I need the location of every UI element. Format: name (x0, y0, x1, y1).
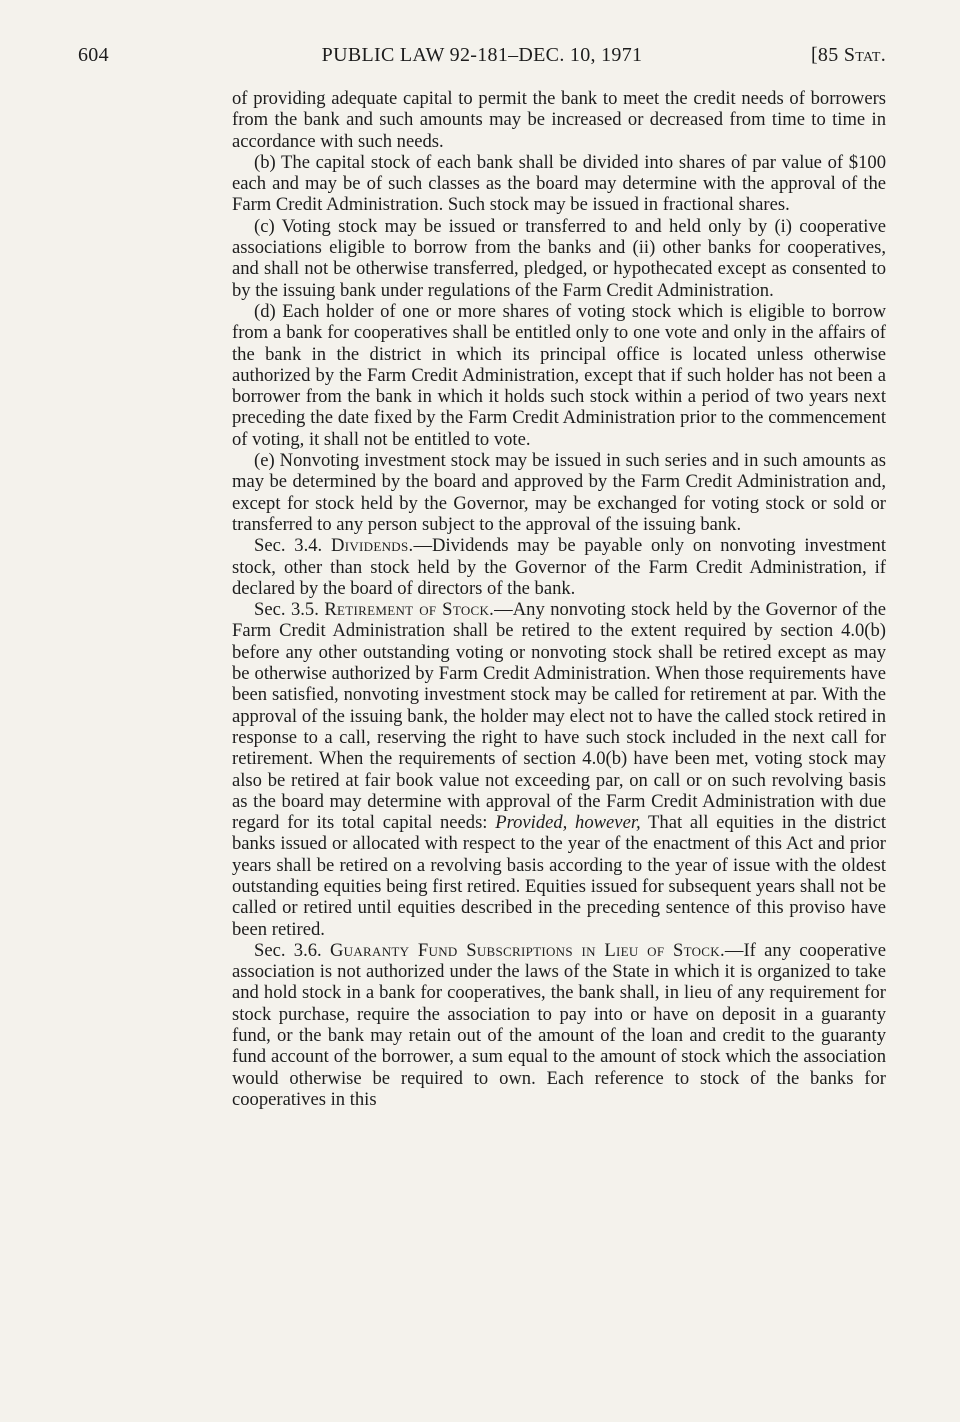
paragraph-b: (b) The capital stock of each bank shall be divided into shares of par value of $100 each and may be of such classes as the board may determine with the approval of the Farm Credit Administration. Such stock may be issued in fractional shares. (232, 151, 886, 216)
section-3-6 (232, 940, 886, 1110)
proviso-italic: Provided, however, (495, 812, 641, 834)
section-text: —Dividends may be payable only on nonvoting investment stock, other than stock held by the Governor of the Farm Credit Administration, if declared by the board of directors of the bank. (232, 535, 886, 599)
section-text-a: —Any nonvoting stock held by the Governor of the Farm Credit Administration shall be retired to the extent required by section 4.0(b) before any other outstanding voting or nonvoting stock shall be retired except as may be otherwise authorized by Farm Credit Administration. When those requirements have been satisfied, nonvoting investment stock may be called for retirement at par. With the approval of the issuing bank, the holder may elect not to have the called stock retired in response to a call, reserving the right to have such stock included in the next call for retirement. When the requirements of section 4.0(b) have been met, voting stock may also be retired at fair book value not exceeding par, on call or on such revolving basis as the board may determine with approval of the Farm Credit Administration with due regard for its total capital needs: (232, 599, 886, 834)
law-title: PUBLIC LAW 92-181–DEC. 10, 1971 (321, 44, 643, 66)
paragraph-c: (c) Voting stock may be issued or transferred to and held only by (i) cooperative associations eligible to borrow from the banks and (ii) other banks for cooperatives, and shall not be otherwise transferred, pledged, or hypothecated except as consented to by the issuing bank under regulations of the Farm Credit Administration. (232, 215, 886, 301)
section-number: Sec. 3.6. (254, 939, 322, 961)
stat-label: Stat. (843, 44, 886, 66)
running-header (78, 44, 886, 74)
paragraph-d: (d) Each holder of one or more shares of voting stock which is eligible to borrow from a bank for cooperatives shall be entitled only to one vote and only in the affairs of the bank in the district in which its principal office is located unless otherwise authorized by the Farm Credit Administration, except that if such holder has not been a borrower from the bank in which it holds such stock within a period of two years next preceding the date fixed by the Farm Credit Administration prior to the commencement of voting, it shall not be entitled to vote. (232, 300, 886, 450)
section-caption: Dividends. (330, 535, 414, 557)
page-number: 604 (78, 44, 109, 66)
statute-reference (811, 44, 886, 67)
stat-bracket: [85 (810, 44, 844, 66)
body-text (232, 88, 886, 1110)
paragraph-e: (e) Nonvoting investment stock may be issued in such series and in such amounts as may be determined by the board and approved by the Farm Credit Administration and, except for stock held by the Governor, may be exchanged for voting stock or sold or transferred to any person subject to the approval of the issuing bank. (232, 450, 886, 535)
section-3-5 (232, 599, 886, 940)
section-number: Sec. 3.5. (254, 599, 319, 621)
section-text-b: That all equities in the district banks issued or allocated with respect to the year of the enactment of this Act and prior years shall be retired on a revolving basis according to the year of issue with the oldest outstanding equities being first retired. Equities issued for subsequent years shall not be called or retired until equities described in the preceding sentence of this proviso have been retired. (232, 812, 886, 940)
section-number: Sec. 3.4. (254, 535, 323, 557)
section-caption: Guaranty Fund Subscriptions in Lieu of Stock. (329, 939, 725, 961)
section-caption: Retirement of Stock. (324, 599, 495, 621)
section-3-4 (232, 535, 886, 599)
paragraph-continuation: of providing adequate capital to permit the bank to meet the credit needs of borrowers from the bank and such amounts may be increased or decreased from time to time in accordance with such needs. (232, 88, 886, 152)
section-text: —If any cooperative association is not authorized under the laws of the State in which it is organized to take and hold stock in a bank for cooperatives, the bank shall, in lieu of any requirement for stock purchase, require the association to pay into or have on deposit in a guaranty fund, or the bank may retain out of the amount of the loan and credit to the guaranty fund account of the borrower, a sum equal to the amount of stock which the association would otherwise be required to own. Each reference to stock of the banks for cooperatives in this (232, 939, 886, 1110)
